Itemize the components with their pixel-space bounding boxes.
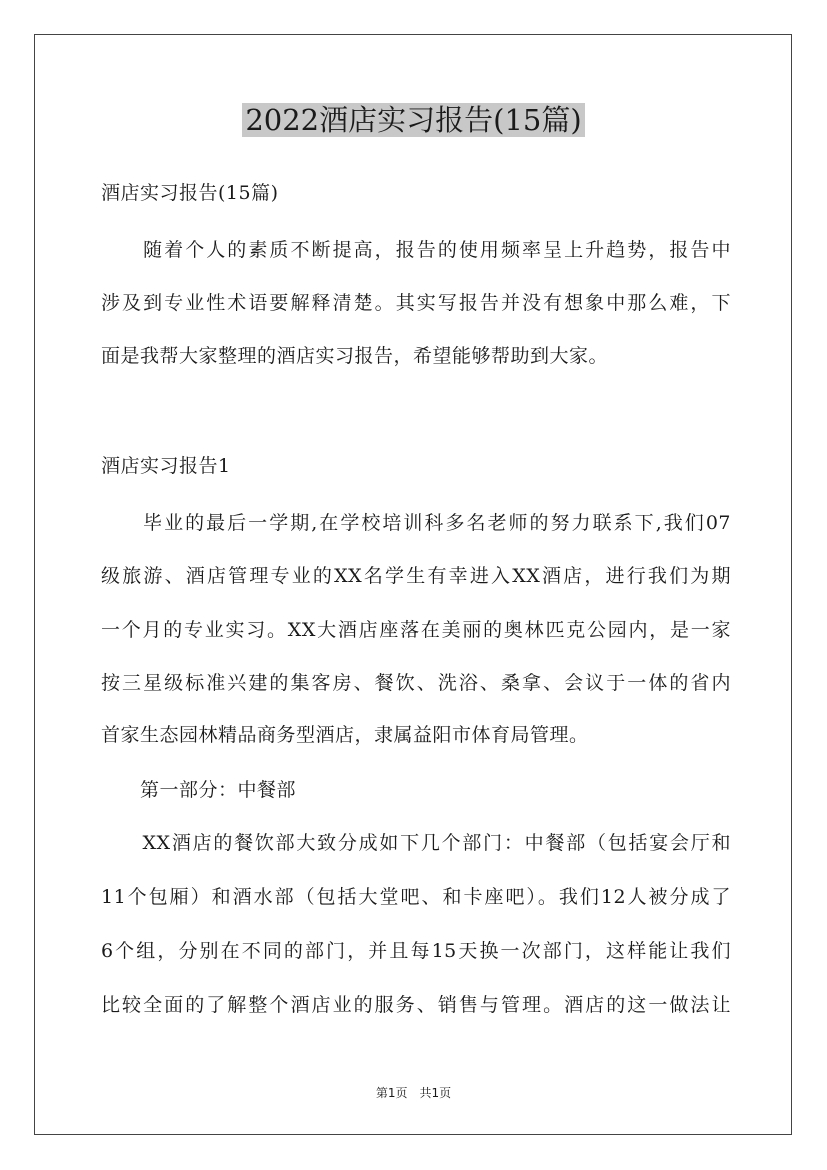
document-title-text: 2022酒店实习报告(15篇)	[242, 103, 584, 137]
page-footer: 第1页 共1页	[375, 1086, 452, 1100]
paragraph-line: 一个月的专业实习。XX大酒店座落在美丽的奥林匹克公园内，是一家	[101, 619, 731, 641]
paragraph-line: 按三星级标准兴建的集客房、餐饮、洗浴、桑拿、会议于一体的省内	[101, 672, 731, 694]
paragraph-line: 比较全面的了解整个酒店业的服务、销售与管理。酒店的这一做法让	[101, 994, 731, 1016]
subtitle: 酒店实习报告(15篇)	[101, 182, 279, 204]
part-heading: 第一部分：中餐部	[101, 779, 297, 801]
paragraph-line: 6个组，分别在不同的部门，并且每15天换一次部门，这样能让我们	[101, 940, 731, 962]
document-title	[0, 100, 827, 140]
paragraph-line: 级旅游、酒店管理专业的XX名学生有幸进入XX酒店，进行我们为期	[101, 565, 731, 587]
intro-line: 随着个人的素质不断提高，报告的使用频率呈上升趋势，报告中	[101, 239, 731, 261]
paragraph-line: XX酒店的餐饮部大致分成如下几个部门：中餐部（包括宴会厅和	[101, 832, 731, 854]
intro-line: 涉及到专业性术语要解释清楚。其实写报告并没有想象中那么难，下	[101, 292, 731, 314]
paragraph-line: 首家生态园林精品商务型酒店，隶属益阳市体育局管理。	[101, 724, 589, 746]
section-heading: 酒店实习报告1	[101, 455, 231, 477]
intro-line: 面是我帮大家整理的酒店实习报告，希望能够帮助到大家。	[101, 345, 609, 367]
paragraph-line: 毕业的最后一学期,在学校培训科多名老师的努力联系下,我们07	[101, 512, 731, 534]
paragraph-line: 11个包厢）和酒水部（包括大堂吧、和卡座吧）。我们12人被分成了	[101, 886, 731, 908]
